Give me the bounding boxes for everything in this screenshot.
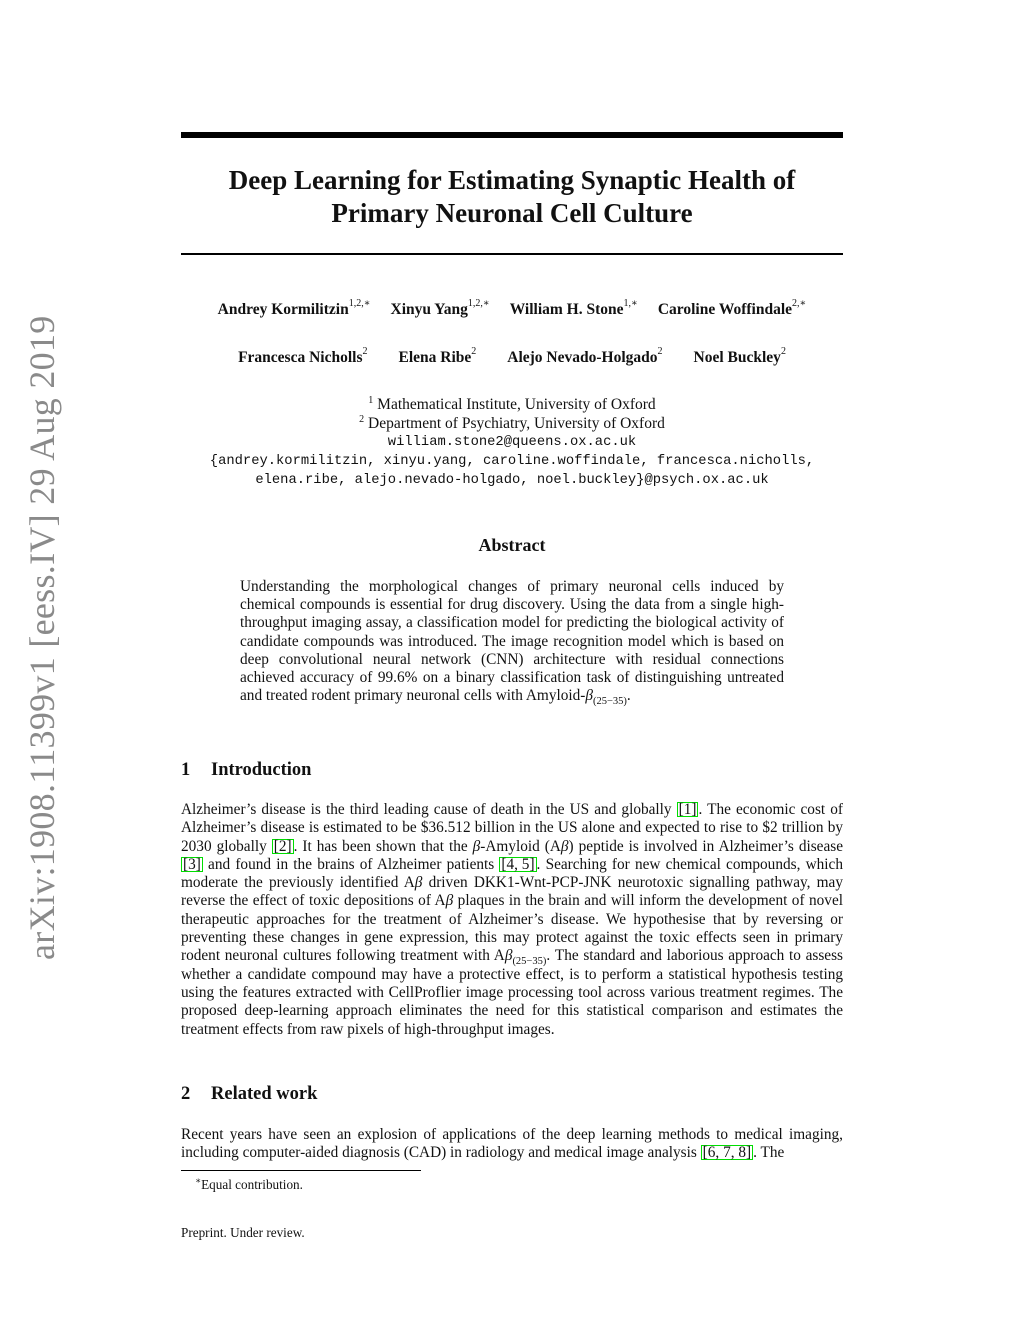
email-line: william.stone2@queens.ox.ac.uk <box>387 435 637 450</box>
abstract-text: Understanding the morphological changes of primary neuronal cells induced by chemical compounds is essential for drug discovery. Using the data from a single high-throughput imaging assay, a classification model for predicting the biological activity of candidate compounds was introduced. The image recognition model which is based on deep convolutional neural network (CNN) architecture with residual connections achieved accuracy of 99.6% on a binary classification task of distinguishing untreated and treated rodent primary neuronal cells with Amyloid-$\beta_{(25-35)}$. <box>240 578 784 708</box>
footnote-rule <box>181 1170 421 1171</box>
citation-link[interactable]: [6, 7, 8] <box>702 1144 752 1162</box>
author: Xinyu Yang$^{1,2,∗}$ <box>390 297 490 318</box>
title-line-2: Primary Neuronal Cell Culture <box>331 198 693 228</box>
citation-link[interactable]: [3] <box>183 855 201 873</box>
section-heading-related-work: 2 Related work <box>181 1084 318 1104</box>
paper-title <box>181 164 843 230</box>
title-top-rule <box>181 132 843 138</box>
author: Caroline Woffindale$^{2,∗}$ <box>657 297 807 318</box>
email-line: elena.ribe, alejo.nevado-holgado, noel.buckley}@psych.ox.ac.uk <box>255 473 769 488</box>
arxiv-identifier-stamp: arXiv:1908.11399v1 [eess.IV] 29 Aug 2019 <box>22 315 62 960</box>
affiliation: $^2$ Department of Psychiatry, University of Oxford <box>359 413 665 432</box>
preprint-note: Preprint. Under review. <box>181 1225 305 1240</box>
citation-link[interactable]: [1] <box>678 801 697 818</box>
author: Andrey Kormilitzin$^{1,2,∗}$ <box>217 297 371 318</box>
citation-link[interactable]: [2] <box>273 837 292 855</box>
related-work-paragraph: Recent years have seen an explosion of applications of the deep learning methods to medical imaging, including computer-aided diagnosis (CAD) in radiology and medical image analysis [6, 7, 8] . The <box>181 1126 843 1162</box>
author: Francesca Nicholls$^2$ <box>238 345 368 366</box>
author-row-2 <box>181 345 843 368</box>
author: Elena Ribe$^2$ <box>398 345 477 366</box>
author: William H. Stone$^{1,∗}$ <box>509 297 638 318</box>
affiliation: $^1$ Mathematical Institute, University of Oxford <box>368 394 656 413</box>
author-row-1 <box>181 297 843 320</box>
title-bottom-rule <box>181 253 843 255</box>
footnote: ∗Equal contribution. <box>195 1175 303 1192</box>
email-line: {andrey.kormilitzin, xinyu.yang, caroline.woffindale, francesca.nicholls, <box>209 454 815 469</box>
title-line-1: Deep Learning for Estimating Synaptic Health of <box>228 165 796 195</box>
introduction-paragraph: Alzheimer’s disease is the third leading cause of death in the US and globally [1] . The economic cost of Alzheimer’s disease is estimated to be $36.512 billion in the US alone and expected to rise to $2 trillion by 2030 globally [2] . It has been shown that the β-Amyloid (Aβ) peptide is involved in Alzheimer’s disease [3] and found in the brains of Alzheimer patients [4, 5] . Searching for new chemical compounds, which moderate the previously identified Aβ driven DKK1-Wnt-PCP-JNK neurotoxic signalling pathway, may reverse the effect of toxic depositions of Aβ plaques in the brain and will inform the development of novel therapeutic approaches for the treatment of Alzheimer’s disease. We hypothesise that by reversing or preventing these changes in gene expression, this may protect against the toxic effects seen in primary rodent neuronal cultures following treatment with $A\beta_{(25-35)}$. The standard and laborious approach to assess whether a candidate compound may have a protective effect, is to perform a statistical hypothesis testing using the features extracted with CellProflier image processing tool across various treatment regimes. The proposed deep-learning approach eliminates the need for this statistical comparison and estimates the treatment effects from raw pixels of high-throughput images. <box>181 801 843 1038</box>
author: Noel Buckley$^2$ <box>693 345 786 366</box>
affiliations-block <box>181 395 843 490</box>
abstract-heading: Abstract <box>478 535 546 555</box>
author: Alejo Nevado-Holgado$^2$ <box>507 345 663 366</box>
citation-link[interactable]: [4, 5] <box>501 855 535 873</box>
section-heading-introduction: 1 Introduction <box>181 760 312 780</box>
